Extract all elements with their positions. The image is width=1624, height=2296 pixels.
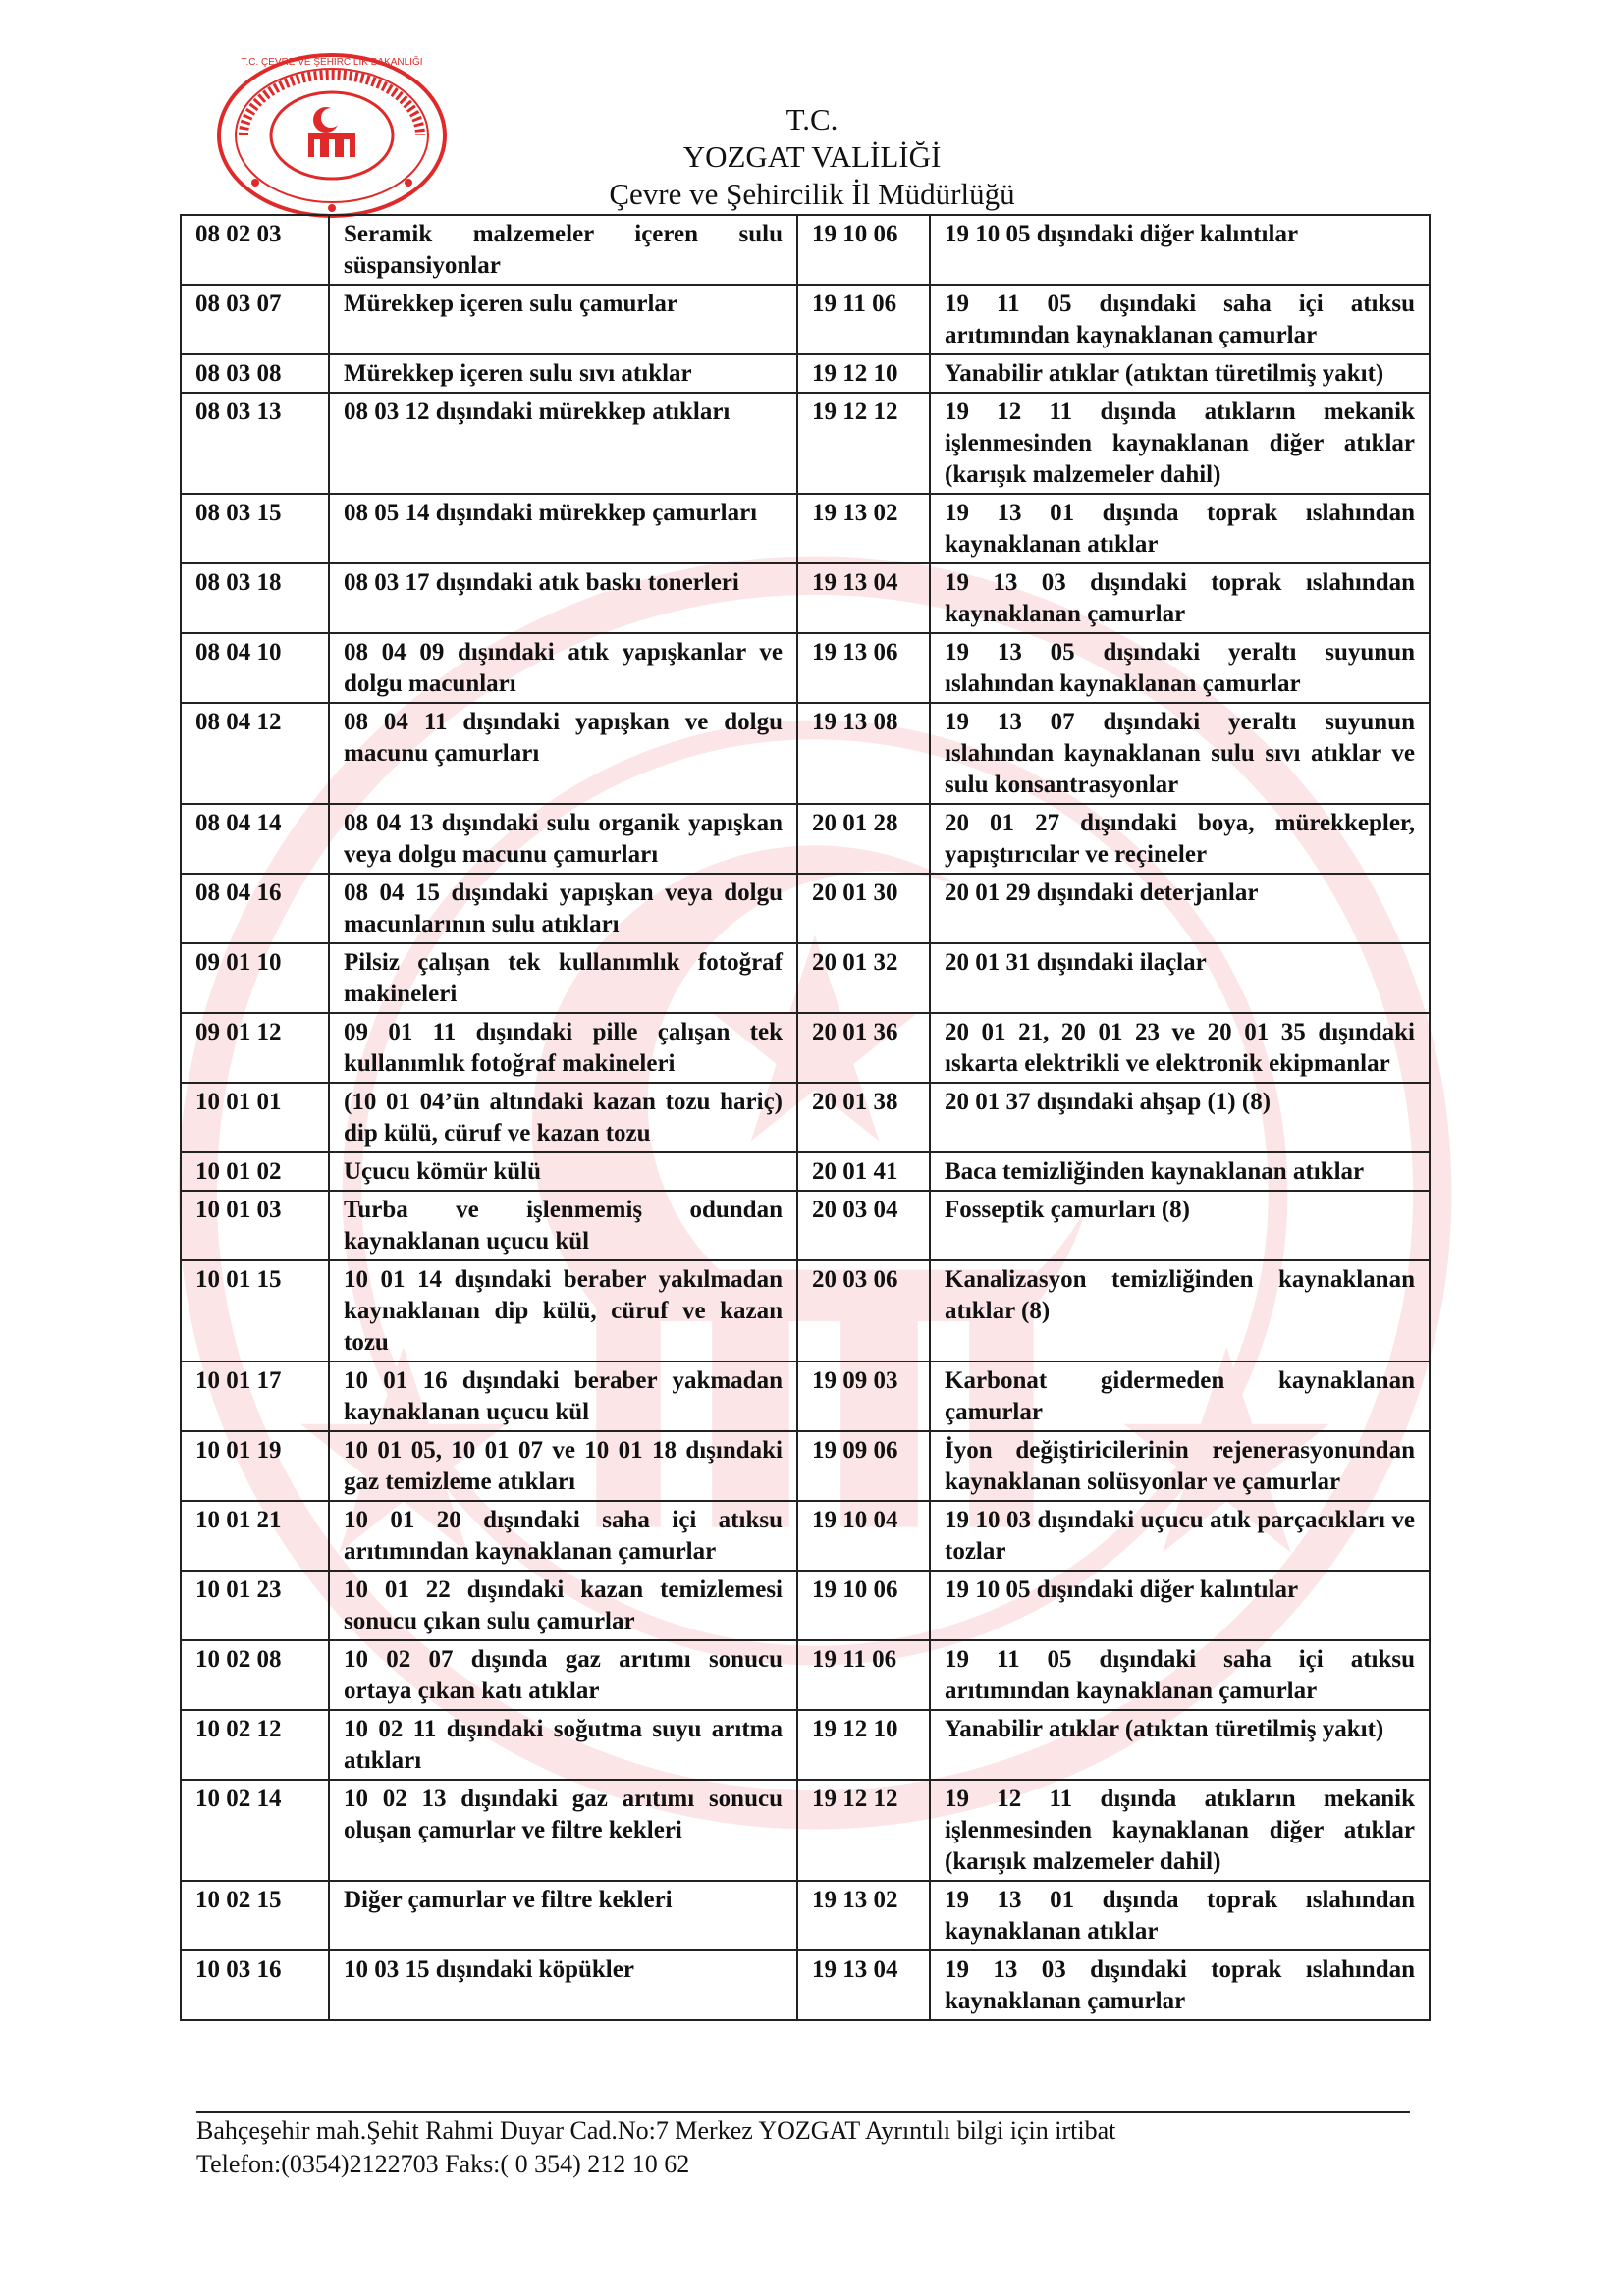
waste-description-right: 19 10 05 dışındaki diğer kalıntılar — [930, 1571, 1430, 1640]
waste-code-right: 19 12 12 — [797, 393, 930, 494]
header-directorate: Çevre ve Şehircilik İl Müdürlüğü — [609, 177, 1015, 211]
table-row — [181, 215, 1430, 285]
waste-code-left: 10 01 15 — [181, 1260, 329, 1362]
waste-description-right: 19 13 01 dışında toprak ıslahından kaynaklanan atıklar — [930, 1881, 1430, 1950]
waste-code-left: 10 02 15 — [181, 1881, 329, 1950]
waste-description-right: 20 01 37 dışındaki ahşap (1) (8) — [930, 1083, 1430, 1152]
waste-description-left: 10 01 14 dışındaki beraber yakılmadan kaynaklanan dip külü, cüruf ve kazan tozu — [329, 1260, 797, 1362]
waste-description-right: 19 13 07 dışındaki yeraltı suyunun ıslahından kaynaklanan sulu sıvı atıklar ve sulu konsantrasyonlar — [930, 703, 1430, 804]
waste-code-left: 09 01 10 — [181, 943, 329, 1013]
waste-code-right: 19 09 06 — [797, 1431, 930, 1501]
footer-contact: Telefon:(0354)2122703 Faks:( 0 354) 212 10 62 — [196, 2150, 690, 2178]
waste-code-left: 08 04 14 — [181, 804, 329, 874]
waste-code-right: 19 11 06 — [797, 1640, 930, 1710]
waste-code-left: 10 01 23 — [181, 1571, 329, 1640]
waste-description-left: 08 03 17 dışındaki atık baskı tonerleri — [329, 563, 797, 633]
table-row — [181, 1362, 1430, 1431]
waste-description-right: 19 12 11 dışında atıkların mekanik işlenmesinden kaynaklanan diğer atıklar (karışık malzemeler dahil) — [930, 1780, 1430, 1881]
waste-code-left: 10 02 12 — [181, 1710, 329, 1780]
waste-code-right: 20 01 32 — [797, 943, 930, 1013]
waste-code-right: 19 09 03 — [797, 1362, 930, 1431]
waste-description-right: 19 13 03 dışındaki toprak ıslahından kaynaklanan çamurlar — [930, 1950, 1430, 2020]
waste-code-left: 08 04 16 — [181, 874, 329, 943]
waste-description-left: 10 03 15 dışındaki köpükler — [329, 1950, 797, 2020]
table-row — [181, 804, 1430, 874]
waste-description-right: 19 13 03 dışındaki toprak ıslahından kaynaklanan çamurlar — [930, 563, 1430, 633]
waste-description-right: İyon değiştiricilerinin rejenerasyonundan kaynaklanan solüsyonlar ve çamurlar — [930, 1431, 1430, 1501]
table-row — [181, 1950, 1430, 2020]
waste-description-right: 20 01 29 dışındaki deterjanlar — [930, 874, 1430, 943]
waste-description-left: 10 02 07 dışında gaz arıtımı sonucu ortaya çıkan katı atıklar — [329, 1640, 797, 1710]
waste-description-left: 10 01 05, 10 01 07 ve 10 01 18 dışındaki gaz temizleme atıkları — [329, 1431, 797, 1501]
waste-description-left: Uçucu kömür külü — [329, 1152, 797, 1191]
waste-code-right: 19 10 04 — [797, 1501, 930, 1571]
waste-code-left: 10 01 19 — [181, 1431, 329, 1501]
table-row — [181, 1431, 1430, 1501]
waste-description-left: 08 04 13 dışındaki sulu organik yapışkan veya dolgu macunu çamurları — [329, 804, 797, 874]
waste-code-right: 20 01 41 — [797, 1152, 930, 1191]
table-row — [181, 1191, 1430, 1260]
waste-code-right: 20 01 30 — [797, 874, 930, 943]
table-row — [181, 393, 1430, 494]
waste-description-left: 10 01 16 dışındaki beraber yakmadan kaynaklanan uçucu kül — [329, 1362, 797, 1431]
svg-text:T.C. ÇEVRE VE ŞEHİRCİLİK BAKAN: T.C. ÇEVRE VE ŞEHİRCİLİK BAKANLIĞI — [241, 57, 423, 68]
waste-code-right: 20 01 38 — [797, 1083, 930, 1152]
waste-code-right: 19 13 04 — [797, 563, 930, 633]
waste-description-right: Yanabilir atıklar (atıktan türetilmiş yakıt) — [930, 1710, 1430, 1780]
table-row — [181, 943, 1430, 1013]
waste-description-left: Mürekkep içeren sulu çamurlar — [329, 285, 797, 354]
waste-code-left: 08 03 18 — [181, 563, 329, 633]
waste-code-right: 19 13 02 — [797, 494, 930, 563]
waste-description-left: (10 01 04’ün altındaki kazan tozu hariç) dip külü, cüruf ve kazan tozu — [329, 1083, 797, 1152]
waste-code-left: 10 03 16 — [181, 1950, 329, 2020]
waste-code-left: 10 01 02 — [181, 1152, 329, 1191]
waste-description-left: 09 01 11 dışındaki pille çalışan tek kullanımlık fotoğraf makineleri — [329, 1013, 797, 1083]
waste-code-left: 08 03 13 — [181, 393, 329, 494]
waste-description-right: Fosseptik çamurları (8) — [930, 1191, 1430, 1260]
table-row — [181, 1013, 1430, 1083]
waste-description-left: 10 01 22 dışındaki kazan temizlemesi sonucu çıkan sulu çamurlar — [329, 1571, 797, 1640]
waste-code-left: 10 01 17 — [181, 1362, 329, 1431]
waste-description-right: 19 11 05 dışındaki saha içi atıksu arıtımından kaynaklanan çamurlar — [930, 285, 1430, 354]
waste-code-left: 08 03 07 — [181, 285, 329, 354]
table-row — [181, 494, 1430, 563]
waste-description-left: Mürekkep içeren sulu sıvı atıklar — [329, 354, 797, 393]
waste-description-right: Kanalizasyon temizliğinden kaynaklanan atıklar (8) — [930, 1260, 1430, 1362]
waste-description-right: 20 01 27 dışındaki boya, mürekkepler, yapıştırıcılar ve reçineler — [930, 804, 1430, 874]
waste-code-right: 20 03 04 — [797, 1191, 930, 1260]
waste-code-right: 20 01 28 — [797, 804, 930, 874]
waste-code-right: 19 12 10 — [797, 354, 930, 393]
waste-code-left: 09 01 12 — [181, 1013, 329, 1083]
waste-code-right: 19 10 06 — [797, 1571, 930, 1640]
waste-description-right: Baca temizliğinden kaynaklanan atıklar — [930, 1152, 1430, 1191]
waste-description-right: 20 01 31 dışındaki ilaçlar — [930, 943, 1430, 1013]
table-row — [181, 1881, 1430, 1950]
waste-code-left: 10 01 01 — [181, 1083, 329, 1152]
waste-code-right: 19 13 04 — [797, 1950, 930, 2020]
table-row — [181, 1571, 1430, 1640]
waste-description-left: 10 02 13 dışındaki gaz arıtımı sonucu oluşan çamurlar ve filtre kekleri — [329, 1780, 797, 1881]
waste-description-left: Turba ve işlenmemiş odundan kaynaklanan uçucu kül — [329, 1191, 797, 1260]
waste-description-right: 19 13 05 dışındaki yeraltı suyunun ıslahından kaynaklanan çamurlar — [930, 633, 1430, 703]
footer-divider — [196, 2111, 1410, 2113]
waste-code-left: 08 03 08 — [181, 354, 329, 393]
table-row — [181, 1710, 1430, 1780]
table-row — [181, 1640, 1430, 1710]
table-row — [181, 633, 1430, 703]
table-row — [181, 1083, 1430, 1152]
waste-code-right: 19 13 08 — [797, 703, 930, 804]
waste-code-left: 10 01 03 — [181, 1191, 329, 1260]
waste-description-left: Diğer çamurlar ve filtre kekleri — [329, 1881, 797, 1950]
waste-description-right: 19 10 05 dışındaki diğer kalıntılar — [930, 215, 1430, 285]
waste-description-left: 10 01 20 dışındaki saha içi atıksu arıtımından kaynaklanan çamurlar — [329, 1501, 797, 1571]
waste-code-right: 19 11 06 — [797, 285, 930, 354]
waste-description-right: 19 10 03 dışındaki uçucu atık parçacıkları ve tozlar — [930, 1501, 1430, 1571]
header-tc: T.C. — [785, 102, 839, 136]
waste-code-left: 10 02 14 — [181, 1780, 329, 1881]
waste-code-right: 20 01 36 — [797, 1013, 930, 1083]
waste-description-left: Pilsiz çalışan tek kullanımlık fotoğraf makineleri — [329, 943, 797, 1013]
waste-description-left: Seramik malzemeler içeren sulu süspansiyonlar — [329, 215, 797, 285]
waste-code-right: 19 13 02 — [797, 1881, 930, 1950]
waste-description-left: 08 05 14 dışındaki mürekkep çamurları — [329, 494, 797, 563]
waste-description-right: Yanabilir atıklar (atıktan türetilmiş yakıt) — [930, 354, 1430, 393]
waste-code-table — [180, 214, 1431, 2021]
table-row — [181, 703, 1430, 804]
footer-address: Bahçeşehir mah.Şehit Rahmi Duyar Cad.No:7 Merkez YOZGAT Ayrıntılı bilgi için irtibat — [196, 2116, 1116, 2145]
table-row — [181, 874, 1430, 943]
table-row — [181, 1152, 1430, 1191]
waste-code-left: 08 04 10 — [181, 633, 329, 703]
waste-code-right: 20 03 06 — [797, 1260, 930, 1362]
waste-description-right: Karbonat gidermeden kaynaklanan çamurlar — [930, 1362, 1430, 1431]
waste-code-right: 19 10 06 — [797, 215, 930, 285]
table-row — [181, 1260, 1430, 1362]
waste-description-left: 08 04 15 dışındaki yapışkan veya dolgu macunlarının sulu atıkları — [329, 874, 797, 943]
waste-code-left: 08 03 15 — [181, 494, 329, 563]
waste-description-left: 08 04 11 dışındaki yapışkan ve dolgu macunu çamurları — [329, 703, 797, 804]
letterhead — [0, 101, 1624, 213]
footer — [196, 2114, 1115, 2181]
waste-code-right: 19 12 12 — [797, 1780, 930, 1881]
table-row — [181, 1501, 1430, 1571]
waste-description-right: 20 01 21, 20 01 23 ve 20 01 35 dışındaki ıskarta elektrikli ve elektronik ekipmanlar — [930, 1013, 1430, 1083]
waste-code-left: 10 02 08 — [181, 1640, 329, 1710]
waste-code-right: 19 13 06 — [797, 633, 930, 703]
waste-code-right: 19 12 10 — [797, 1710, 930, 1780]
waste-code-left: 08 02 03 — [181, 215, 329, 285]
waste-code-left: 10 01 21 — [181, 1501, 329, 1571]
waste-description-left: 08 04 09 dışındaki atık yapışkanlar ve dolgu macunları — [329, 633, 797, 703]
waste-description-left: 08 03 12 dışındaki mürekkep atıkları — [329, 393, 797, 494]
table-row — [181, 354, 1430, 393]
waste-code-left: 08 04 12 — [181, 703, 329, 804]
waste-code-table-body — [181, 215, 1430, 2020]
waste-description-left: 10 02 11 dışındaki soğutma suyu arıtma atıkları — [329, 1710, 797, 1780]
table-row — [181, 563, 1430, 633]
waste-description-right: 19 12 11 dışında atıkların mekanik işlenmesinden kaynaklanan diğer atıklar (karışık malzemeler dahil) — [930, 393, 1430, 494]
header-governorship: YOZGAT VALİLİĞİ — [682, 139, 942, 174]
waste-description-right: 19 13 01 dışında toprak ıslahından kaynaklanan atıklar — [930, 494, 1430, 563]
waste-description-right: 19 11 05 dışındaki saha içi atıksu arıtımından kaynaklanan çamurlar — [930, 1640, 1430, 1710]
table-row — [181, 1780, 1430, 1881]
table-row — [181, 285, 1430, 354]
